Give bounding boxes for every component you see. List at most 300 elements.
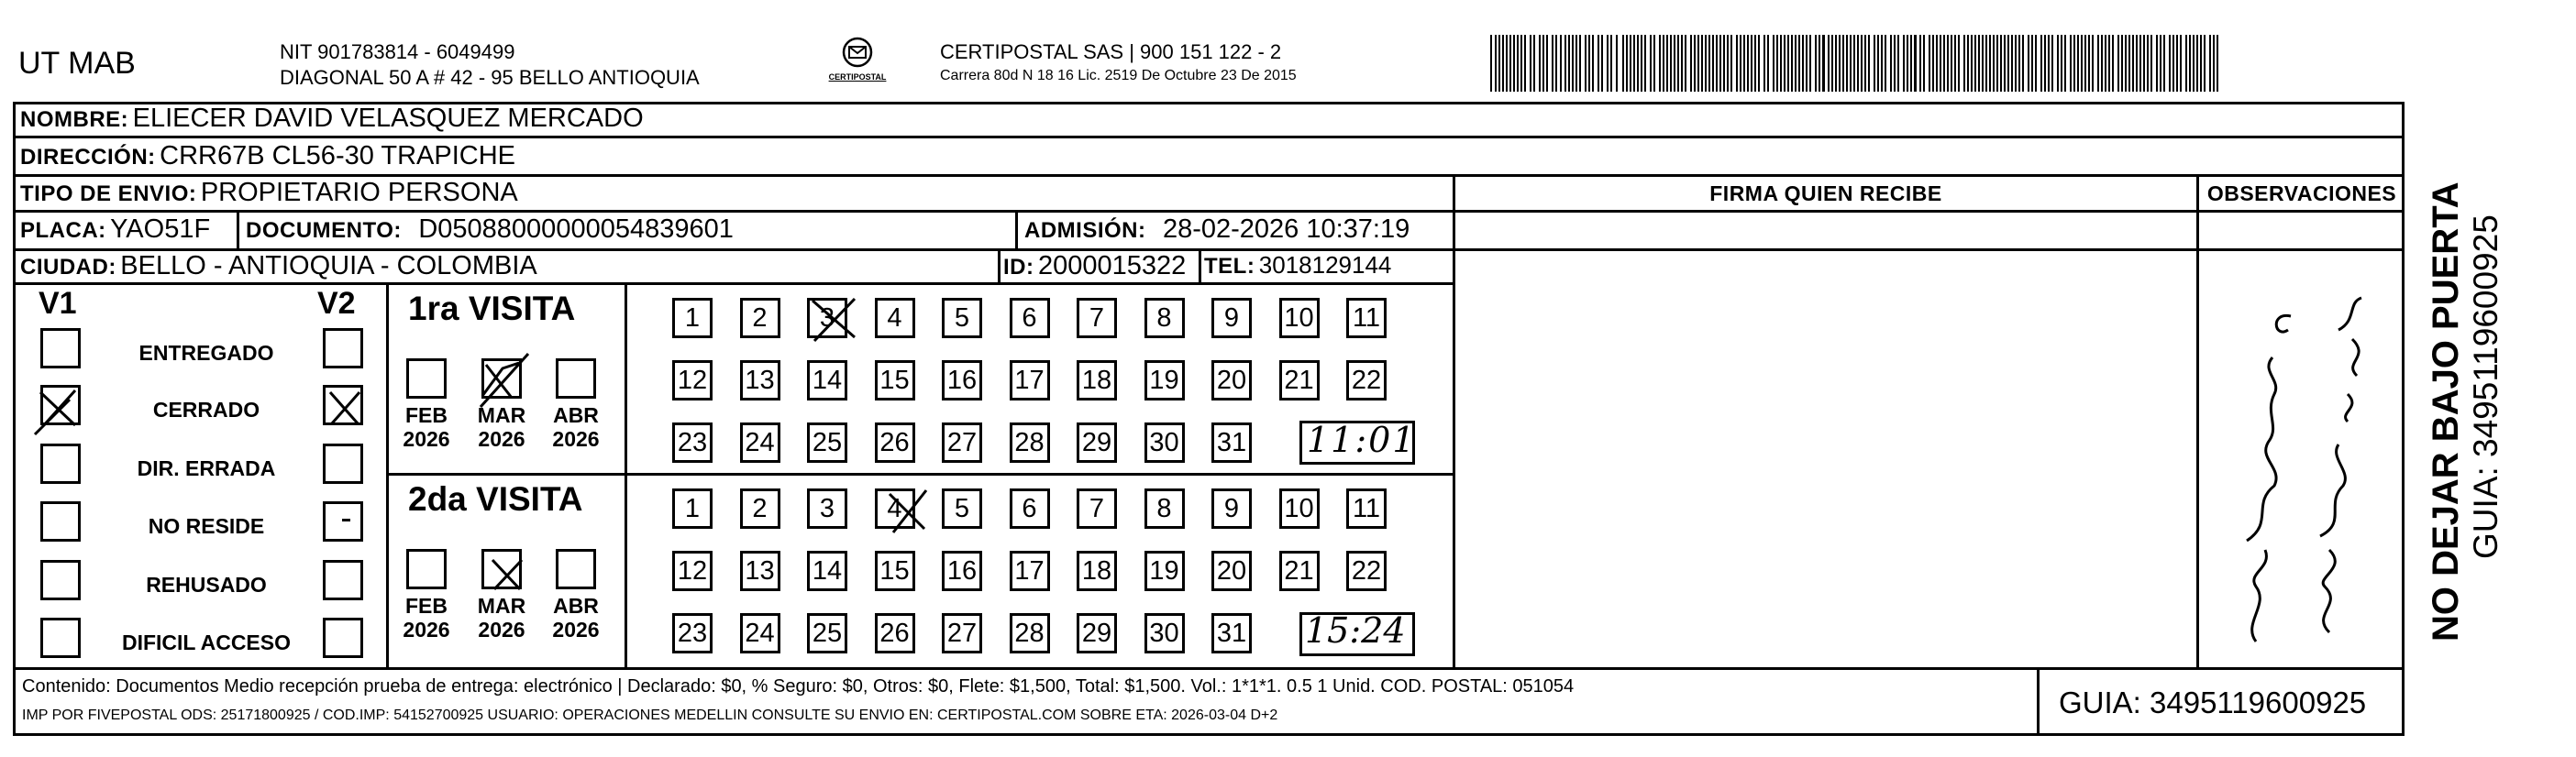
barcode-bar	[1819, 35, 1820, 92]
id-value: 2000015322	[1037, 251, 1187, 280]
barcode-bar	[1670, 35, 1672, 92]
barcode-bar	[2077, 35, 2079, 92]
day-box[interactable]: 13	[740, 360, 780, 400]
day-box[interactable]: 20	[1211, 360, 1252, 400]
barcode-bar	[1524, 35, 1526, 92]
barcode-bar	[2108, 35, 2110, 92]
month-checkbox[interactable]	[406, 358, 447, 399]
barcode-bar	[1564, 35, 1566, 92]
day-box[interactable]: 18	[1077, 551, 1117, 591]
day-box[interactable]: 6	[1010, 298, 1050, 338]
barcode-bar	[1831, 35, 1833, 92]
v1-checkbox[interactable]	[40, 618, 81, 658]
barcode-bar	[2035, 35, 2037, 92]
barcode-bar	[1598, 35, 1599, 92]
v1-checkbox[interactable]	[40, 328, 81, 368]
barcode-bar	[1967, 35, 1969, 92]
barcode-bar	[2172, 35, 2174, 92]
side-warning: NO DEJAR BAJO PUERTA	[2426, 181, 2466, 642]
day-box[interactable]: 10	[1279, 488, 1320, 529]
barcode-bar	[1910, 35, 1912, 92]
barcode-bar	[1822, 35, 1825, 92]
day-box[interactable]: 27	[942, 422, 982, 463]
barcode-bar	[1517, 35, 1519, 92]
day-box[interactable]: 14	[807, 360, 847, 400]
status-label: REHUSADO	[146, 573, 267, 597]
day-box[interactable]: 8	[1144, 298, 1185, 338]
v2-noreside-mark	[342, 519, 350, 521]
month-name: ABR	[553, 594, 599, 618]
day-box[interactable]: 13	[740, 551, 780, 591]
barcode-bar	[2015, 35, 2017, 92]
day-box[interactable]: 12	[672, 551, 713, 591]
barcode-bar	[1809, 35, 1811, 92]
barcode-bar	[1802, 35, 1804, 92]
day-box[interactable]: 23	[672, 422, 713, 463]
status-label: NO RESIDE	[148, 514, 265, 538]
status-label: DIFICIL ACCESO	[121, 631, 291, 654]
side-guia: GUIA: 3495119600925	[2467, 214, 2504, 559]
barcode-bar	[2121, 35, 2123, 92]
barcode-bar	[1666, 35, 1668, 92]
barcode-bar	[2117, 35, 2119, 92]
month-name: MAR	[477, 594, 526, 618]
barcode-bar	[1572, 35, 1574, 92]
v2-label: V2	[317, 286, 356, 321]
barcode-bar	[1601, 35, 1603, 92]
barcode	[1490, 35, 2224, 92]
barcode-bar	[1850, 35, 1852, 92]
direccion-label: DIRECCIÓN:	[20, 145, 156, 170]
month-year: 2026	[478, 618, 525, 642]
barcode-bar	[1674, 35, 1675, 92]
barcode-bar	[1650, 35, 1652, 92]
visit1-day3-mark	[807, 291, 871, 356]
barcode-bar	[2022, 35, 2024, 92]
ciudad-value: BELLO - ANTIOQUIA - COLOMBIA	[120, 251, 537, 280]
envelope-icon	[836, 37, 879, 68]
barcode-bar	[2105, 35, 2106, 92]
barcode-bar	[1610, 35, 1612, 92]
barcode-bar	[1530, 35, 1531, 92]
barcode-bar	[2163, 35, 2165, 92]
barcode-bar	[2180, 35, 2182, 92]
barcode-bar	[1894, 35, 1896, 92]
barcode-bar	[1498, 35, 1500, 92]
barcode-bar	[2028, 35, 2029, 92]
barcode-bar	[1736, 35, 1738, 92]
barcode-bar	[2000, 35, 2002, 92]
day-box[interactable]: 15	[875, 551, 915, 591]
day-box[interactable]: 19	[1144, 551, 1185, 591]
barcode-bar	[2209, 35, 2211, 92]
barcode-bar	[1978, 35, 1980, 92]
visit1-time-handwritten: 11:01	[1307, 420, 1417, 460]
barcode-bar	[1637, 35, 1639, 92]
v1-cerrado-mark	[33, 383, 88, 438]
barcode-bar	[1653, 35, 1655, 92]
barcode-bar	[1633, 35, 1635, 92]
barcode-bar	[1723, 35, 1725, 92]
day-box[interactable]: 21	[1279, 360, 1320, 400]
barcode-bar	[1784, 35, 1786, 92]
barcode-bar	[2132, 35, 2134, 92]
day-box[interactable]: 11	[1346, 298, 1387, 338]
day-box[interactable]: 14	[807, 551, 847, 591]
day-box[interactable]: 30	[1144, 613, 1185, 653]
barcode-bar	[1705, 35, 1707, 92]
day-box[interactable]: 19	[1144, 360, 1185, 400]
day-box[interactable]: 17	[1010, 551, 1050, 591]
day-box[interactable]: 26	[875, 613, 915, 653]
day-box[interactable]: 11	[1346, 488, 1387, 529]
barcode-bar	[1506, 35, 1508, 92]
nombre-value: ELIECER DAVID VELASQUEZ MERCADO	[132, 104, 644, 133]
day-box[interactable]: 21	[1279, 551, 1320, 591]
visit2-day4-mark	[880, 483, 945, 547]
barcode-bar	[2189, 35, 2191, 92]
barcode-bar	[2147, 35, 2149, 92]
barcode-bar	[1951, 35, 1952, 92]
day-box[interactable]: 17	[1010, 360, 1050, 400]
barcode-bar	[1940, 35, 1941, 92]
v1-label: V1	[39, 286, 77, 321]
barcode-bar	[2070, 35, 2072, 92]
barcode-bar	[1885, 35, 1886, 92]
documento-label: DOCUMENTO:	[246, 218, 402, 243]
barcode-bar	[1780, 35, 1782, 92]
barcode-bar	[1861, 35, 1863, 92]
barcode-bar	[1701, 35, 1703, 92]
barcode-bar	[1630, 35, 1631, 92]
visit2-mar-mark	[481, 549, 546, 613]
barcode-bar	[1539, 35, 1541, 92]
day-box[interactable]: 1	[672, 488, 713, 529]
barcode-bar	[2125, 35, 2127, 92]
barcode-bar	[2004, 35, 2006, 92]
day-box[interactable]: 12	[672, 360, 713, 400]
observaciones-handwriting	[2201, 275, 2403, 660]
day-box[interactable]: 25	[807, 613, 847, 653]
barcode-bar	[2088, 35, 2090, 92]
month-year: 2026	[552, 618, 600, 642]
day-box[interactable]: 9	[1211, 298, 1252, 338]
v2-checkbox[interactable]	[323, 501, 363, 542]
barcode-bar	[1641, 35, 1642, 92]
barcode-bar	[1697, 35, 1699, 92]
certipostal-logo	[807, 37, 908, 92]
ciudad-label: CIUDAD:	[20, 255, 116, 280]
month-year: 2026	[403, 618, 450, 642]
barcode-bar	[2176, 35, 2178, 92]
day-box[interactable]: 3	[807, 488, 847, 529]
v2-cerrado-mark	[319, 383, 374, 438]
barcode-bar	[2073, 35, 2075, 92]
day-box[interactable]: 18	[1077, 360, 1117, 400]
barcode-bar	[1989, 35, 1991, 92]
month-year: 2026	[552, 427, 600, 451]
day-box[interactable]: 6	[1010, 488, 1050, 529]
day-box[interactable]: 2	[740, 298, 780, 338]
nit: NIT 901783814 - 6049499	[280, 40, 515, 63]
barcode-bar	[1982, 35, 1984, 92]
id-label: ID:	[1003, 255, 1034, 280]
barcode-bar	[2204, 35, 2206, 92]
barcode-bar	[1663, 35, 1664, 92]
tipo-envio-label: TIPO DE ENVIO:	[20, 181, 197, 206]
barcode-bar	[2031, 35, 2033, 92]
barcode-bar	[1719, 35, 1721, 92]
barcode-bar	[1552, 35, 1553, 92]
barcode-bar	[1890, 35, 1892, 92]
admision-label: ADMISIÓN:	[1024, 218, 1146, 243]
barcode-bar	[1685, 35, 1686, 92]
barcode-bar	[1864, 35, 1866, 92]
barcode-bar	[2200, 35, 2202, 92]
v2-checkbox[interactable]	[323, 444, 363, 484]
barcode-bar	[2101, 35, 2103, 92]
firma-header: FIRMA QUIEN RECIBE	[1709, 181, 1942, 205]
day-box[interactable]: 30	[1144, 422, 1185, 463]
day-box[interactable]: 25	[807, 422, 847, 463]
day-box[interactable]: 1	[672, 298, 713, 338]
barcode-bar	[2217, 35, 2218, 92]
day-box[interactable]: 28	[1010, 613, 1050, 653]
barcode-bar	[1853, 35, 1855, 92]
month-name: ABR	[553, 403, 599, 427]
barcode-bar	[2040, 35, 2042, 92]
barcode-bar	[1751, 35, 1752, 92]
day-box[interactable]: 26	[875, 422, 915, 463]
day-box[interactable]: 22	[1346, 551, 1387, 591]
day-box[interactable]: 16	[942, 360, 982, 400]
barcode-bar	[1767, 35, 1769, 92]
barcode-bar	[1943, 35, 1945, 92]
barcode-bar	[2193, 35, 2195, 92]
barcode-bar	[2044, 35, 2046, 92]
contenido-text: Contenido: Documentos Medio recepción prueba de entrega: electrónico | Declarado: $0, % Seguro: $0, Otros: $0, Flete: $1,500, Total: $1,500. Vol.: 1*1*1. 0.5 1 Unid. COD. POSTAL: 051054	[22, 676, 1575, 697]
day-box[interactable]: 7	[1077, 298, 1117, 338]
barcode-bar	[1985, 35, 1987, 92]
barcode-bar	[2112, 35, 2114, 92]
barcode-bar	[1881, 35, 1883, 92]
day-box[interactable]: 29	[1077, 422, 1117, 463]
day-box[interactable]: 8	[1144, 488, 1185, 529]
sender-address: DIAGONAL 50 A # 42 - 95 BELLO ANTIOQUIA	[280, 66, 700, 89]
barcode-bar	[1513, 35, 1515, 92]
barcode-bar	[2011, 35, 2013, 92]
barcode-bar	[2061, 35, 2062, 92]
barcode-bar	[1903, 35, 1905, 92]
day-box[interactable]: 22	[1346, 360, 1387, 400]
barcode-bar	[1839, 35, 1841, 92]
logo-text: CERTIPOSTAL	[828, 72, 887, 82]
v2-checkbox[interactable]	[323, 560, 363, 600]
day-box[interactable]: 5	[942, 488, 982, 529]
barcode-bar	[1727, 35, 1729, 92]
barcode-bar	[1795, 35, 1797, 92]
barcode-bar	[2081, 35, 2083, 92]
barcode-bar	[2092, 35, 2094, 92]
barcode-bar	[2018, 35, 2020, 92]
day-box[interactable]: 29	[1077, 613, 1117, 653]
month-year: 2026	[478, 427, 525, 451]
barcode-bar	[2128, 35, 2130, 92]
barcode-bar	[1502, 35, 1504, 92]
documento-value: D05088000000054839601	[418, 214, 734, 244]
barcode-bar	[1677, 35, 1679, 92]
barcode-bar	[1730, 35, 1732, 92]
imp-text: IMP POR FIVEPOSTAL ODS: 25171800925 / COD.IMP: 54152700925 USUARIO: OPERACIONES MEDELLIN CONSULTE SU ENVIO EN: CERTIPOSTAL.COM SOBRE ETA: 2026-03-04 D+2	[22, 708, 1278, 723]
carrier-license: Carrera 80d N 18 16 Lic. 2519 De Octubre 23 De 2015	[940, 68, 1297, 83]
barcode-bar	[2139, 35, 2141, 92]
barcode-bar	[1495, 35, 1497, 92]
nombre-label: NOMBRE:	[20, 107, 129, 132]
barcode-bar	[1763, 35, 1765, 92]
day-box[interactable]: 28	[1010, 422, 1050, 463]
barcode-bar	[1776, 35, 1778, 92]
barcode-bar	[2064, 35, 2066, 92]
barcode-bar	[1616, 35, 1618, 92]
tel-value: 3018129144	[1258, 251, 1392, 279]
barcode-bar	[1971, 35, 1973, 92]
barcode-bar	[1743, 35, 1745, 92]
day-box[interactable]: 4	[875, 488, 915, 529]
status-label: CERRADO	[152, 398, 260, 422]
barcode-bar	[1914, 35, 1917, 92]
month-name: MAR	[477, 403, 526, 427]
day-box[interactable]: 31	[1211, 613, 1252, 653]
day-box[interactable]: 9	[1211, 488, 1252, 529]
barcode-bar	[1773, 35, 1774, 92]
barcode-bar	[1791, 35, 1793, 92]
barcode-bar	[1659, 35, 1661, 92]
barcode-bar	[1993, 35, 1995, 92]
barcode-bar	[1874, 35, 1875, 92]
barcode-bar	[2084, 35, 2086, 92]
barcode-bar	[1758, 35, 1760, 92]
barcode-bar	[2213, 35, 2215, 92]
barcode-bar	[1963, 35, 1965, 92]
v2-checkbox[interactable]	[323, 618, 363, 658]
company-name: UT MAB	[18, 46, 136, 81]
barcode-bar	[1868, 35, 1870, 92]
day-box[interactable]: 16	[942, 551, 982, 591]
observaciones-header: OBSERVACIONES	[2206, 181, 2397, 205]
day-box[interactable]: 24	[740, 422, 780, 463]
direccion-value: CRR67B CL56-30 TRAPICHE	[160, 141, 516, 170]
barcode-bar	[1585, 35, 1587, 92]
barcode-bar	[1560, 35, 1562, 92]
month-checkbox[interactable]	[406, 549, 447, 589]
barcode-bar	[1947, 35, 1949, 92]
barcode-bar	[1936, 35, 1938, 92]
month-checkbox[interactable]	[556, 358, 596, 399]
barcode-bar	[1520, 35, 1522, 92]
day-box[interactable]: 5	[942, 298, 982, 338]
barcode-bar	[2160, 35, 2161, 92]
barcode-bar	[2196, 35, 2198, 92]
month-name: FEB	[405, 594, 448, 618]
day-box[interactable]: 24	[740, 613, 780, 653]
barcode-bar	[1740, 35, 1741, 92]
barcode-bar	[1907, 35, 1908, 92]
barcode-bar	[2097, 35, 2099, 92]
barcode-bar	[2136, 35, 2138, 92]
barcode-bar	[1897, 35, 1899, 92]
barcode-bar	[1787, 35, 1789, 92]
v1-checkbox[interactable]	[40, 501, 81, 542]
barcode-bar	[2169, 35, 2171, 92]
day-box[interactable]: 4	[875, 298, 915, 338]
day-box[interactable]: 15	[875, 360, 915, 400]
visit-title: 1ra VISITA	[408, 290, 576, 327]
barcode-bar	[1798, 35, 1800, 92]
barcode-bar	[1626, 35, 1628, 92]
barcode-bar	[2007, 35, 2009, 92]
v1-checkbox[interactable]	[40, 560, 81, 600]
barcode-bar	[1607, 35, 1609, 92]
day-box[interactable]: 20	[1211, 551, 1252, 591]
day-box[interactable]: 7	[1077, 488, 1117, 529]
month-name: FEB	[405, 403, 448, 427]
barcode-bar	[1533, 35, 1535, 92]
barcode-bar	[1622, 35, 1624, 92]
barcode-bar	[2048, 35, 2050, 92]
status-label: ENTREGADO	[138, 341, 274, 365]
barcode-bar	[1542, 35, 1544, 92]
footer-guia: GUIA: 3495119600925	[2059, 686, 2367, 719]
barcode-bar	[1509, 35, 1511, 92]
visit2-time-handwritten: 15:24	[1305, 610, 1406, 651]
barcode-bar	[1835, 35, 1837, 92]
day-box[interactable]: 2	[740, 488, 780, 529]
month-checkbox[interactable]	[556, 549, 596, 589]
barcode-bar	[1815, 35, 1817, 92]
visit1-mar-mark	[475, 350, 539, 414]
barcode-bar	[2051, 35, 2053, 92]
day-box[interactable]: 31	[1211, 422, 1252, 463]
visit-title: 2da VISITA	[408, 480, 583, 518]
carrier-name: CERTIPOSTAL SAS | 900 151 122 - 2	[940, 40, 1282, 63]
day-box[interactable]: 23	[672, 613, 713, 653]
barcode-bar	[1575, 35, 1577, 92]
barcode-bar	[1681, 35, 1683, 92]
barcode-bar	[1828, 35, 1830, 92]
barcode-bar	[1806, 35, 1808, 92]
v1-checkbox[interactable]	[40, 444, 81, 484]
day-box[interactable]: 3	[807, 298, 847, 338]
barcode-bar	[1690, 35, 1692, 92]
placa-value: YAO51F	[110, 214, 211, 244]
visit2-time-box	[1299, 612, 1415, 656]
barcode-bar	[1579, 35, 1581, 92]
barcode-bar	[2143, 35, 2145, 92]
day-box[interactable]: 10	[1279, 298, 1320, 338]
barcode-bar	[1644, 35, 1646, 92]
barcode-bar	[2185, 35, 2187, 92]
v2-checkbox[interactable]	[323, 328, 363, 368]
barcode-bar	[1747, 35, 1749, 92]
visit1-time-box	[1299, 421, 1415, 465]
tel-label: TEL:	[1204, 254, 1255, 279]
barcode-bar	[1694, 35, 1696, 92]
barcode-bar	[1568, 35, 1570, 92]
day-box[interactable]: 27	[942, 613, 982, 653]
barcode-bar	[1712, 35, 1714, 92]
barcode-bar	[1708, 35, 1710, 92]
barcode-bar	[1954, 35, 1956, 92]
